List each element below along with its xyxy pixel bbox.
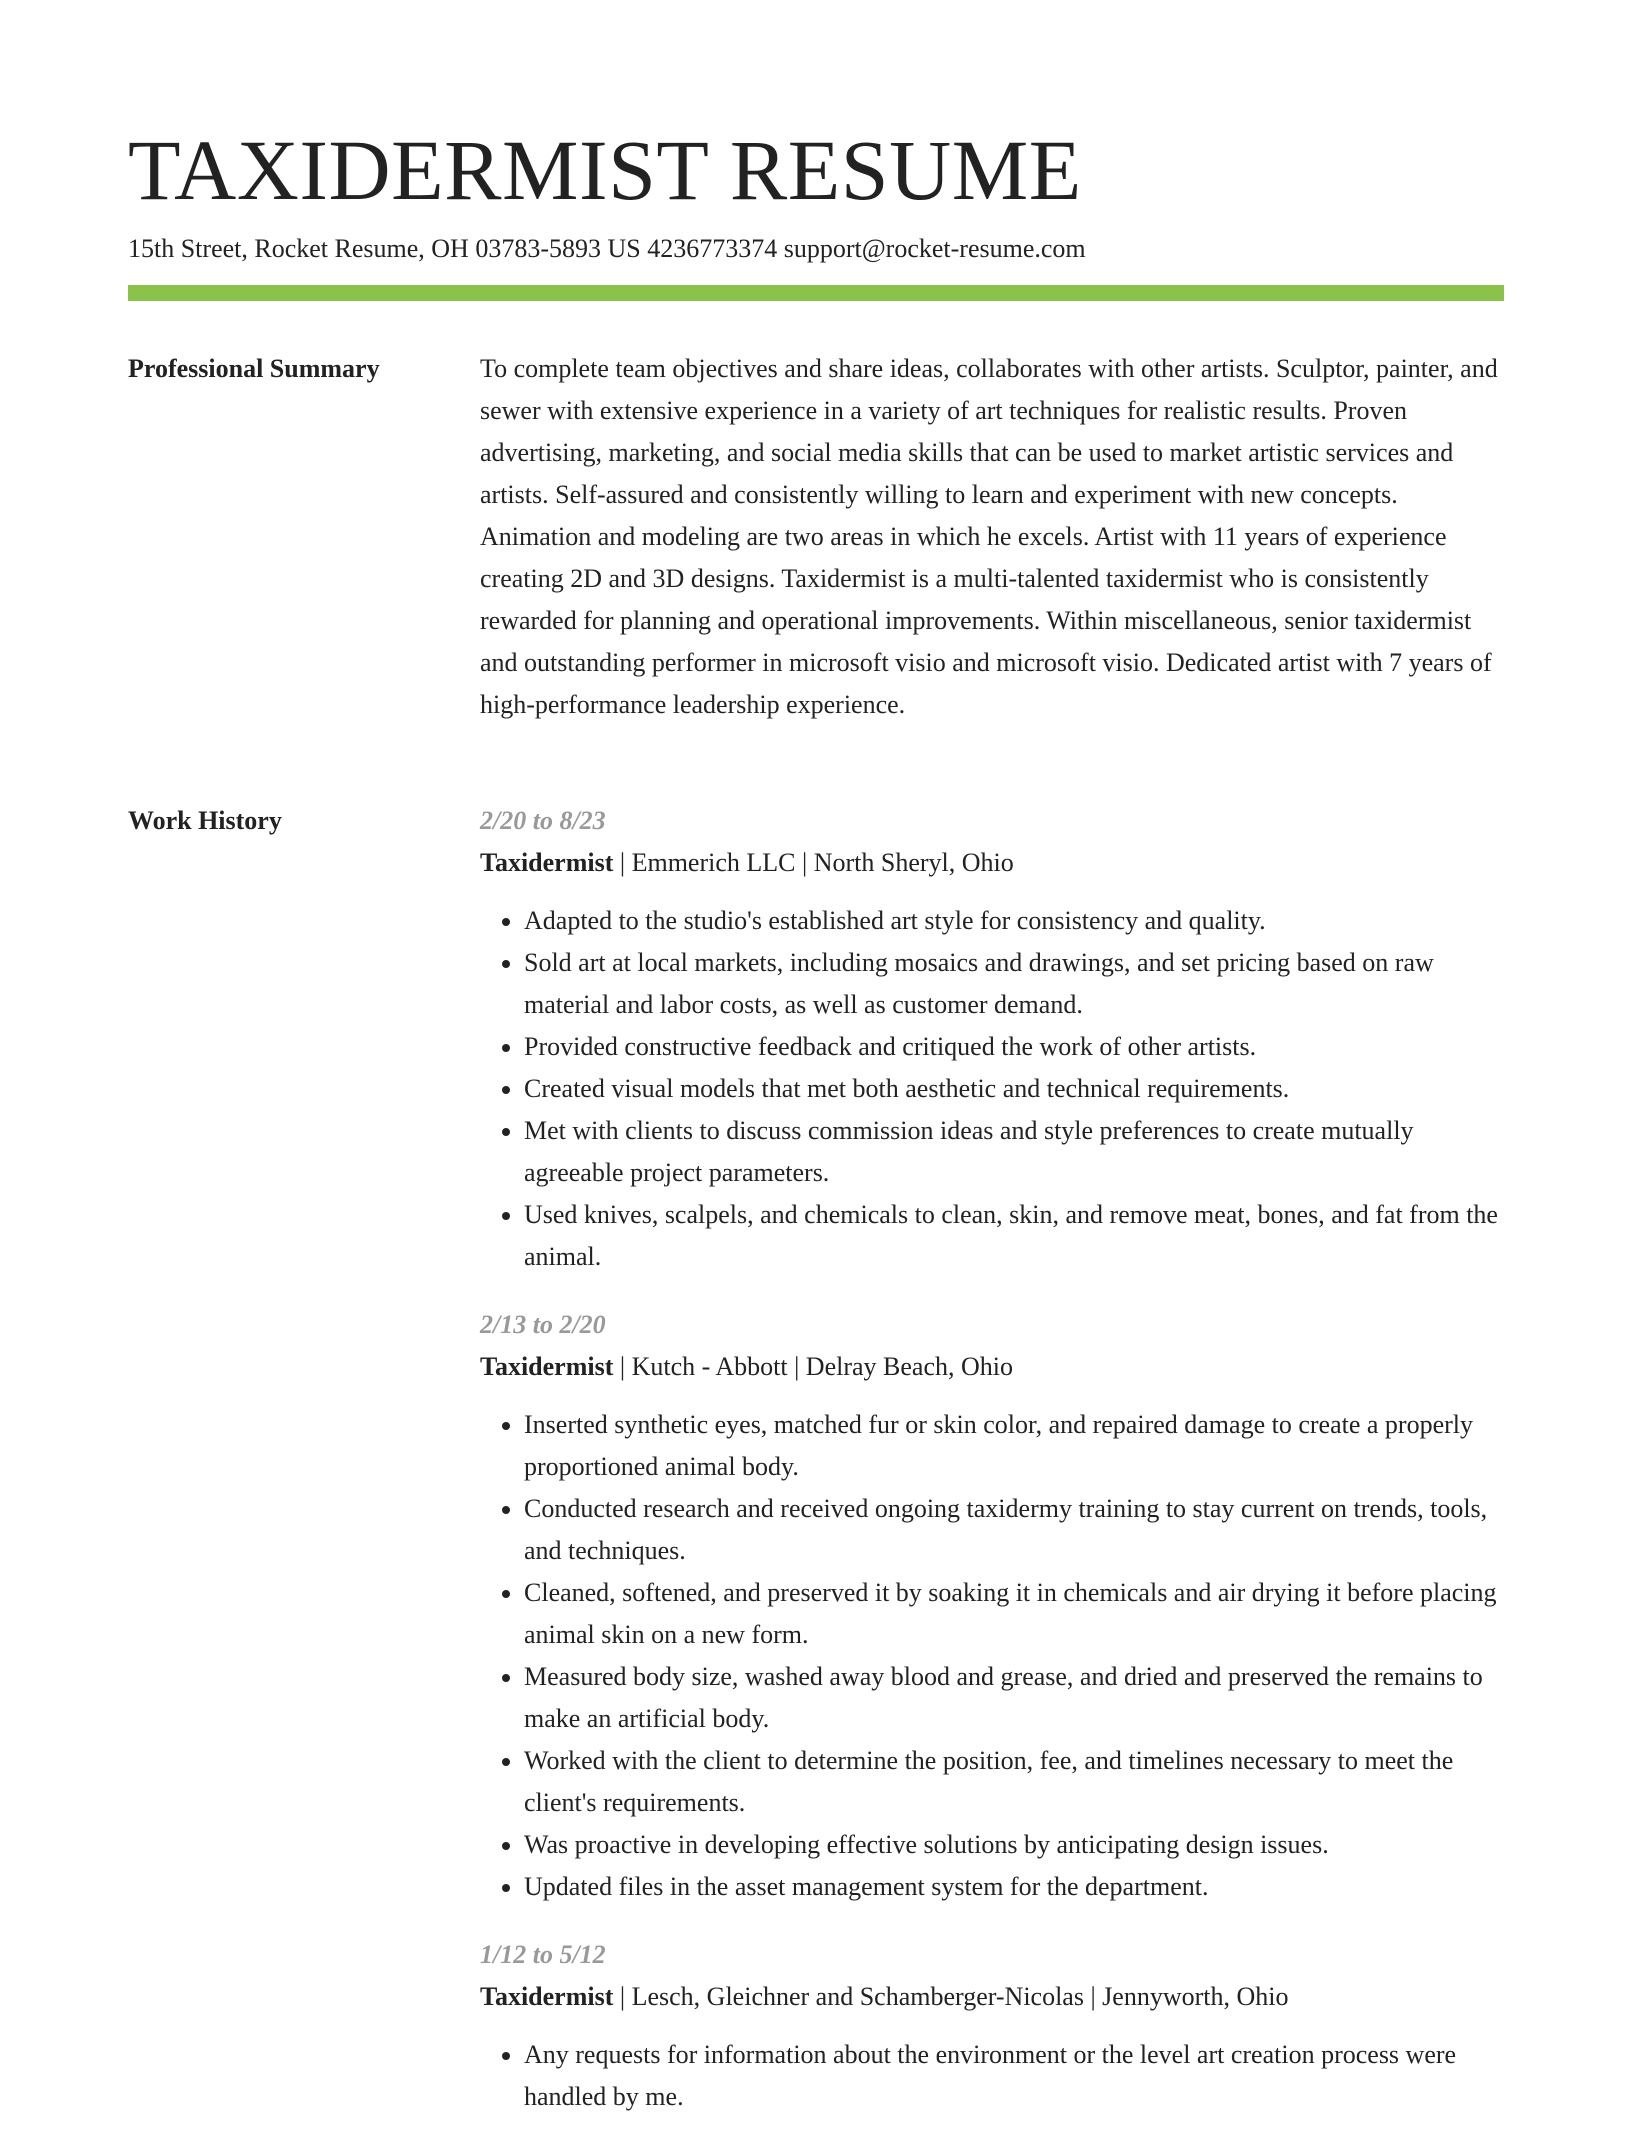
job-heading — [480, 1346, 1504, 1388]
job-title: Taxidermist — [480, 848, 614, 877]
job-entry — [480, 1304, 1504, 1908]
job-entry — [480, 800, 1504, 1278]
job-heading — [480, 842, 1504, 884]
job-bullet: • Used knives, scalpels, and chemicals to clean, skin, and remove meat, bones, and fat from the animal. — [524, 1194, 1504, 1278]
job-bullet: • Inserted synthetic eyes, matched fur or skin color, and repaired damage to create a properly proportioned animal body. — [524, 1404, 1504, 1488]
job-employer-location: | Kutch - Abbott | Delray Beach, Ohio — [613, 1352, 1013, 1381]
summary-text: To complete team objectives and share ideas, collaborates with other artists. Sculptor, painter, and sewer with extensive experience in a variety of art techniques for realistic results. Proven advertising, marketing, and social media skills that can be used to market artistic services and artists. Self-assured and consistently willing to learn and experiment with new concepts. Animation and modeling are two areas in which he excels. Artist with 11 years of experience creating 2D and 3D designs. Taxidermist is a multi-talented taxidermist who is consistently rewarded for planning and operational improvements. Within miscellaneous, senior taxidermist and outstanding performer in microsoft visio and microsoft visio. Dedicated artist with 7 years of high-performance leadership experience. — [480, 354, 1498, 719]
job-heading — [480, 1976, 1504, 2018]
job-bullet-list — [480, 900, 1504, 1278]
job-bullet: • Worked with the client to determine the position, fee, and timelines necessary to meet the client's requirements. — [524, 1740, 1504, 1824]
job-bullet: • Measured body size, washed away blood and grease, and dried and preserved the remains to make an artificial body. — [524, 1656, 1504, 1740]
job-employer-location: | Emmerich LLC | North Sheryl, Ohio — [613, 848, 1014, 877]
job-bullet: • Sold art at local markets, including mosaics and drawings, and set pricing based on raw material and labor costs, as well as customer demand. — [524, 942, 1504, 1026]
job-bullet: • Created visual models that met both aesthetic and technical requirements. — [524, 1068, 1504, 1110]
job-title: Taxidermist — [480, 1352, 614, 1381]
resume-title: TAXIDERMIST RESUME — [128, 122, 1082, 218]
contact-line: 15th Street, Rocket Resume, OH 03783-5893 US 4236773374 support@rocket-resume.com — [128, 234, 1086, 263]
job-bullet: • Was proactive in developing effective solutions by anticipating design issues. — [524, 1824, 1504, 1866]
summary-body — [480, 348, 1504, 726]
job-dates: 2/13 to 2/20 — [480, 1310, 606, 1339]
job-entry — [480, 1934, 1504, 2118]
job-bullet: • Any requests for information about the environment or the level art creation process were handled by me. — [524, 2034, 1504, 2118]
accent-divider — [128, 285, 1504, 301]
job-bullet: • Cleaned, softened, and preserved it by soaking it in chemicals and air drying it before placing animal skin on a new form. — [524, 1572, 1504, 1656]
section-label-summary: Professional Summary — [128, 354, 380, 383]
work-history-body — [480, 800, 1504, 2144]
job-bullet: • Conducted research and received ongoing taxidermy training to stay current on trends, tools, and techniques. — [524, 1488, 1504, 1572]
job-bullet-list — [480, 1404, 1504, 1908]
job-bullet: • Updated files in the asset management system for the department. — [524, 1866, 1504, 1908]
job-dates: 2/20 to 8/23 — [480, 806, 606, 835]
job-bullet: • Provided constructive feedback and critiqued the work of other artists. — [524, 1026, 1504, 1068]
section-label-work-history: Work History — [128, 806, 282, 835]
job-bullet: • Adapted to the studio's established art style for consistency and quality. — [524, 900, 1504, 942]
job-title: Taxidermist — [480, 1982, 614, 2011]
job-bullet-list — [480, 2034, 1504, 2118]
job-bullet: • Met with clients to discuss commission ideas and style preferences to create mutually agreeable project parameters. — [524, 1110, 1504, 1194]
job-dates: 1/12 to 5/12 — [480, 1940, 606, 1969]
job-employer-location: | Lesch, Gleichner and Schamberger-Nicolas | Jennyworth, Ohio — [613, 1982, 1289, 2011]
